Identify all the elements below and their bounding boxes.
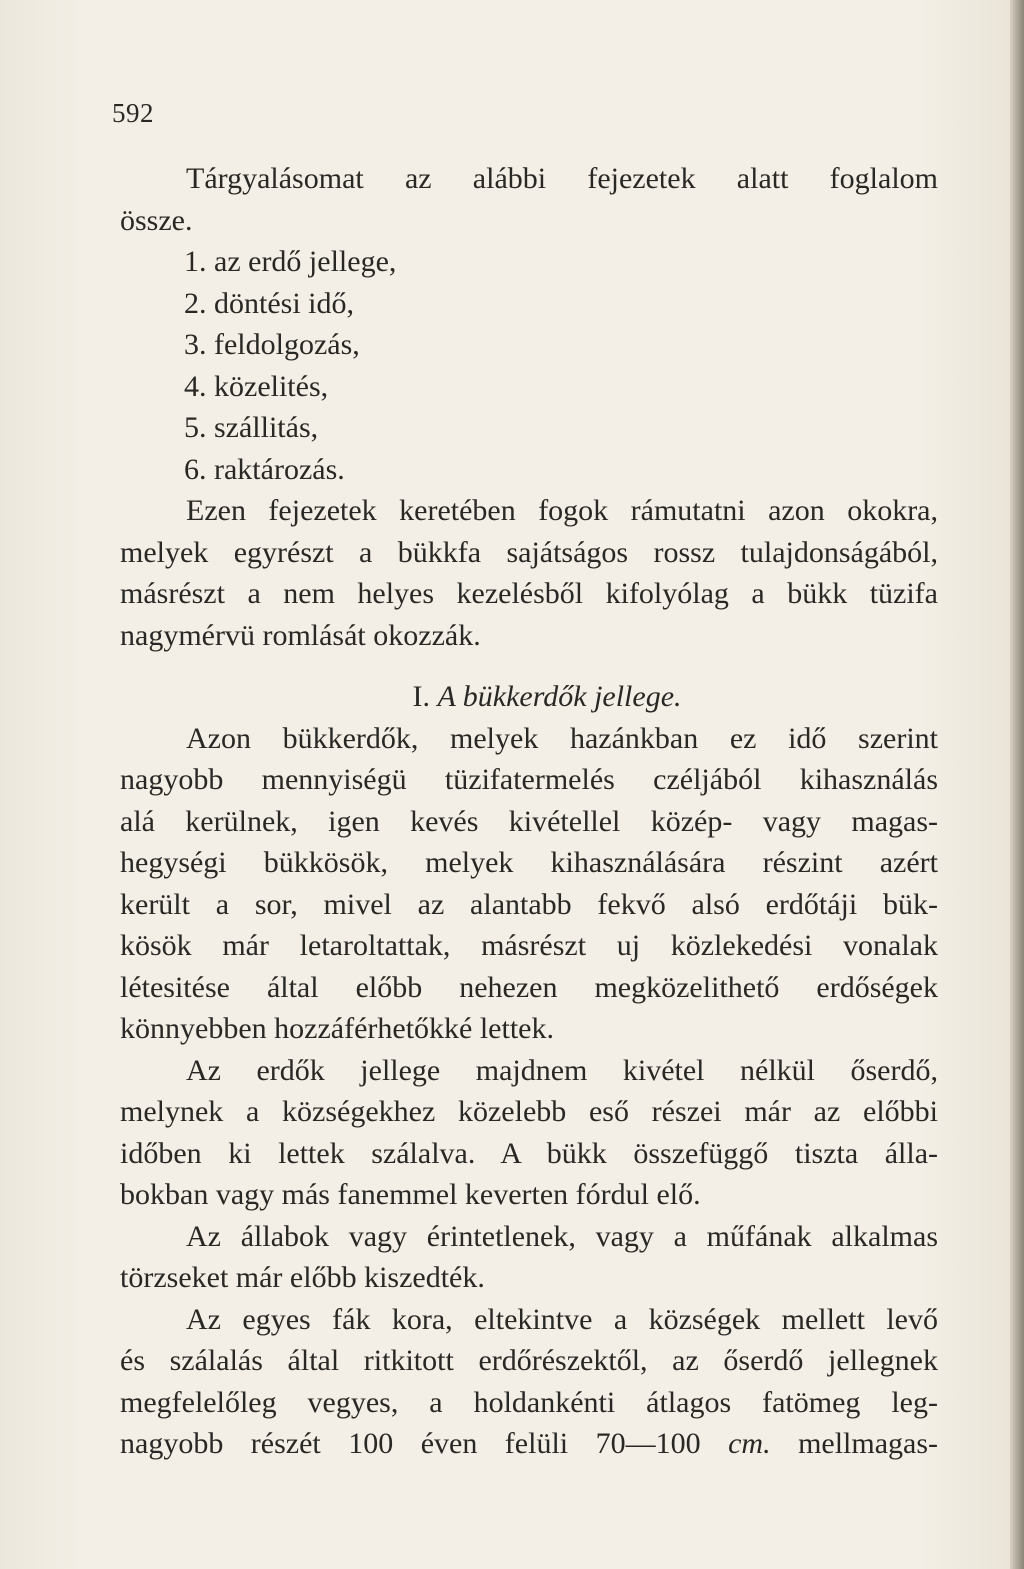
text-fragment: nagyobb részét 100 éven felüli 70—100 [120,1427,701,1460]
text-line: került a sor, mivel az alantabb fekvő alsó erdőtáji bük- [120,887,938,921]
text-line: Tárgyalásomat az alábbi fejezetek alatt foglalom [186,162,938,195]
text-line: melyek egyrészt a bükkfa sajátságos rossz tulajdonságából, [120,535,938,569]
list-item: 3. feldolgozás, [184,328,360,361]
text-line: időben ki lettek szálalva. A bükk összefüggő tiszta álla- [120,1136,938,1170]
text-line: Az egyes fák kora, eltekintve a községek mellett levő [186,1302,938,1336]
text-line: és szálalás által ritkitott erdőrészektől, az őserdő jellegnek [120,1344,938,1377]
list-item: 4. közelités, [184,369,329,403]
text-line: létesitése által előbb nehezen megközelithető erdőségek [120,970,938,1004]
text-line: melynek a községekhez közelebb eső részei már az előbbi [120,1095,938,1128]
text-line: kösök már letaroltattak, másrészt uj közlekedési vonalak [120,929,938,962]
text-line: Az állabok vagy érintetlenek, vagy a műfának alkalmas [186,1219,938,1253]
text-line: Az erdők jellege majdnem kivétel nélkül őserdő, [186,1053,938,1087]
unit-text: cm. [728,1427,771,1460]
list-item: 6. raktározás. [184,452,345,486]
section-heading [120,676,938,718]
text-line: megfelelőleg vegyes, a holdankénti átlagos fatömeg leg- [120,1385,938,1419]
text-line: bokban vagy más fanemmel keverten fórdul elő. [120,1178,701,1211]
text-line: másrészt a nem helyes kezelésből kifolyólag a bükk tüzifa [120,577,938,610]
page-edge [1010,0,1024,1569]
list-item: 2. döntési idő, [184,286,354,320]
section-title: A bükkerdők jellege. [437,680,682,713]
text-line: törzseket már előbb kiszedték. [120,1261,485,1294]
text-line: hegységi bükkösök, melyek kihasználására részint azért [120,846,938,879]
text-line-last [120,1423,938,1465]
page-number: 592 [112,98,154,128]
list-item: 1. az erdő jellege, [184,245,397,278]
text-line: alá kerülnek, igen kevés kivétellel közép- vagy magas- [120,804,938,838]
text-line: nagyobb mennyiségü tüzifatermelés czéljából kihasználás [120,763,938,796]
text-fragment: mellmagas- [798,1427,938,1460]
text-line: Azon bükkerdők, melyek hazánkban ez idő szerint [186,721,938,755]
section-number: I. [412,680,430,713]
body-text [120,158,938,1465]
text-line: könnyebben hozzáférhetőkké lettek. [120,1012,554,1045]
text-line: össze. [120,203,193,237]
list-item: 5. szállitás, [184,411,319,444]
text-line: Ezen fejezetek keretében fogok rámutatni azon okokra, [186,494,938,527]
text-line: nagymérvü romlását okozzák. [120,618,481,652]
